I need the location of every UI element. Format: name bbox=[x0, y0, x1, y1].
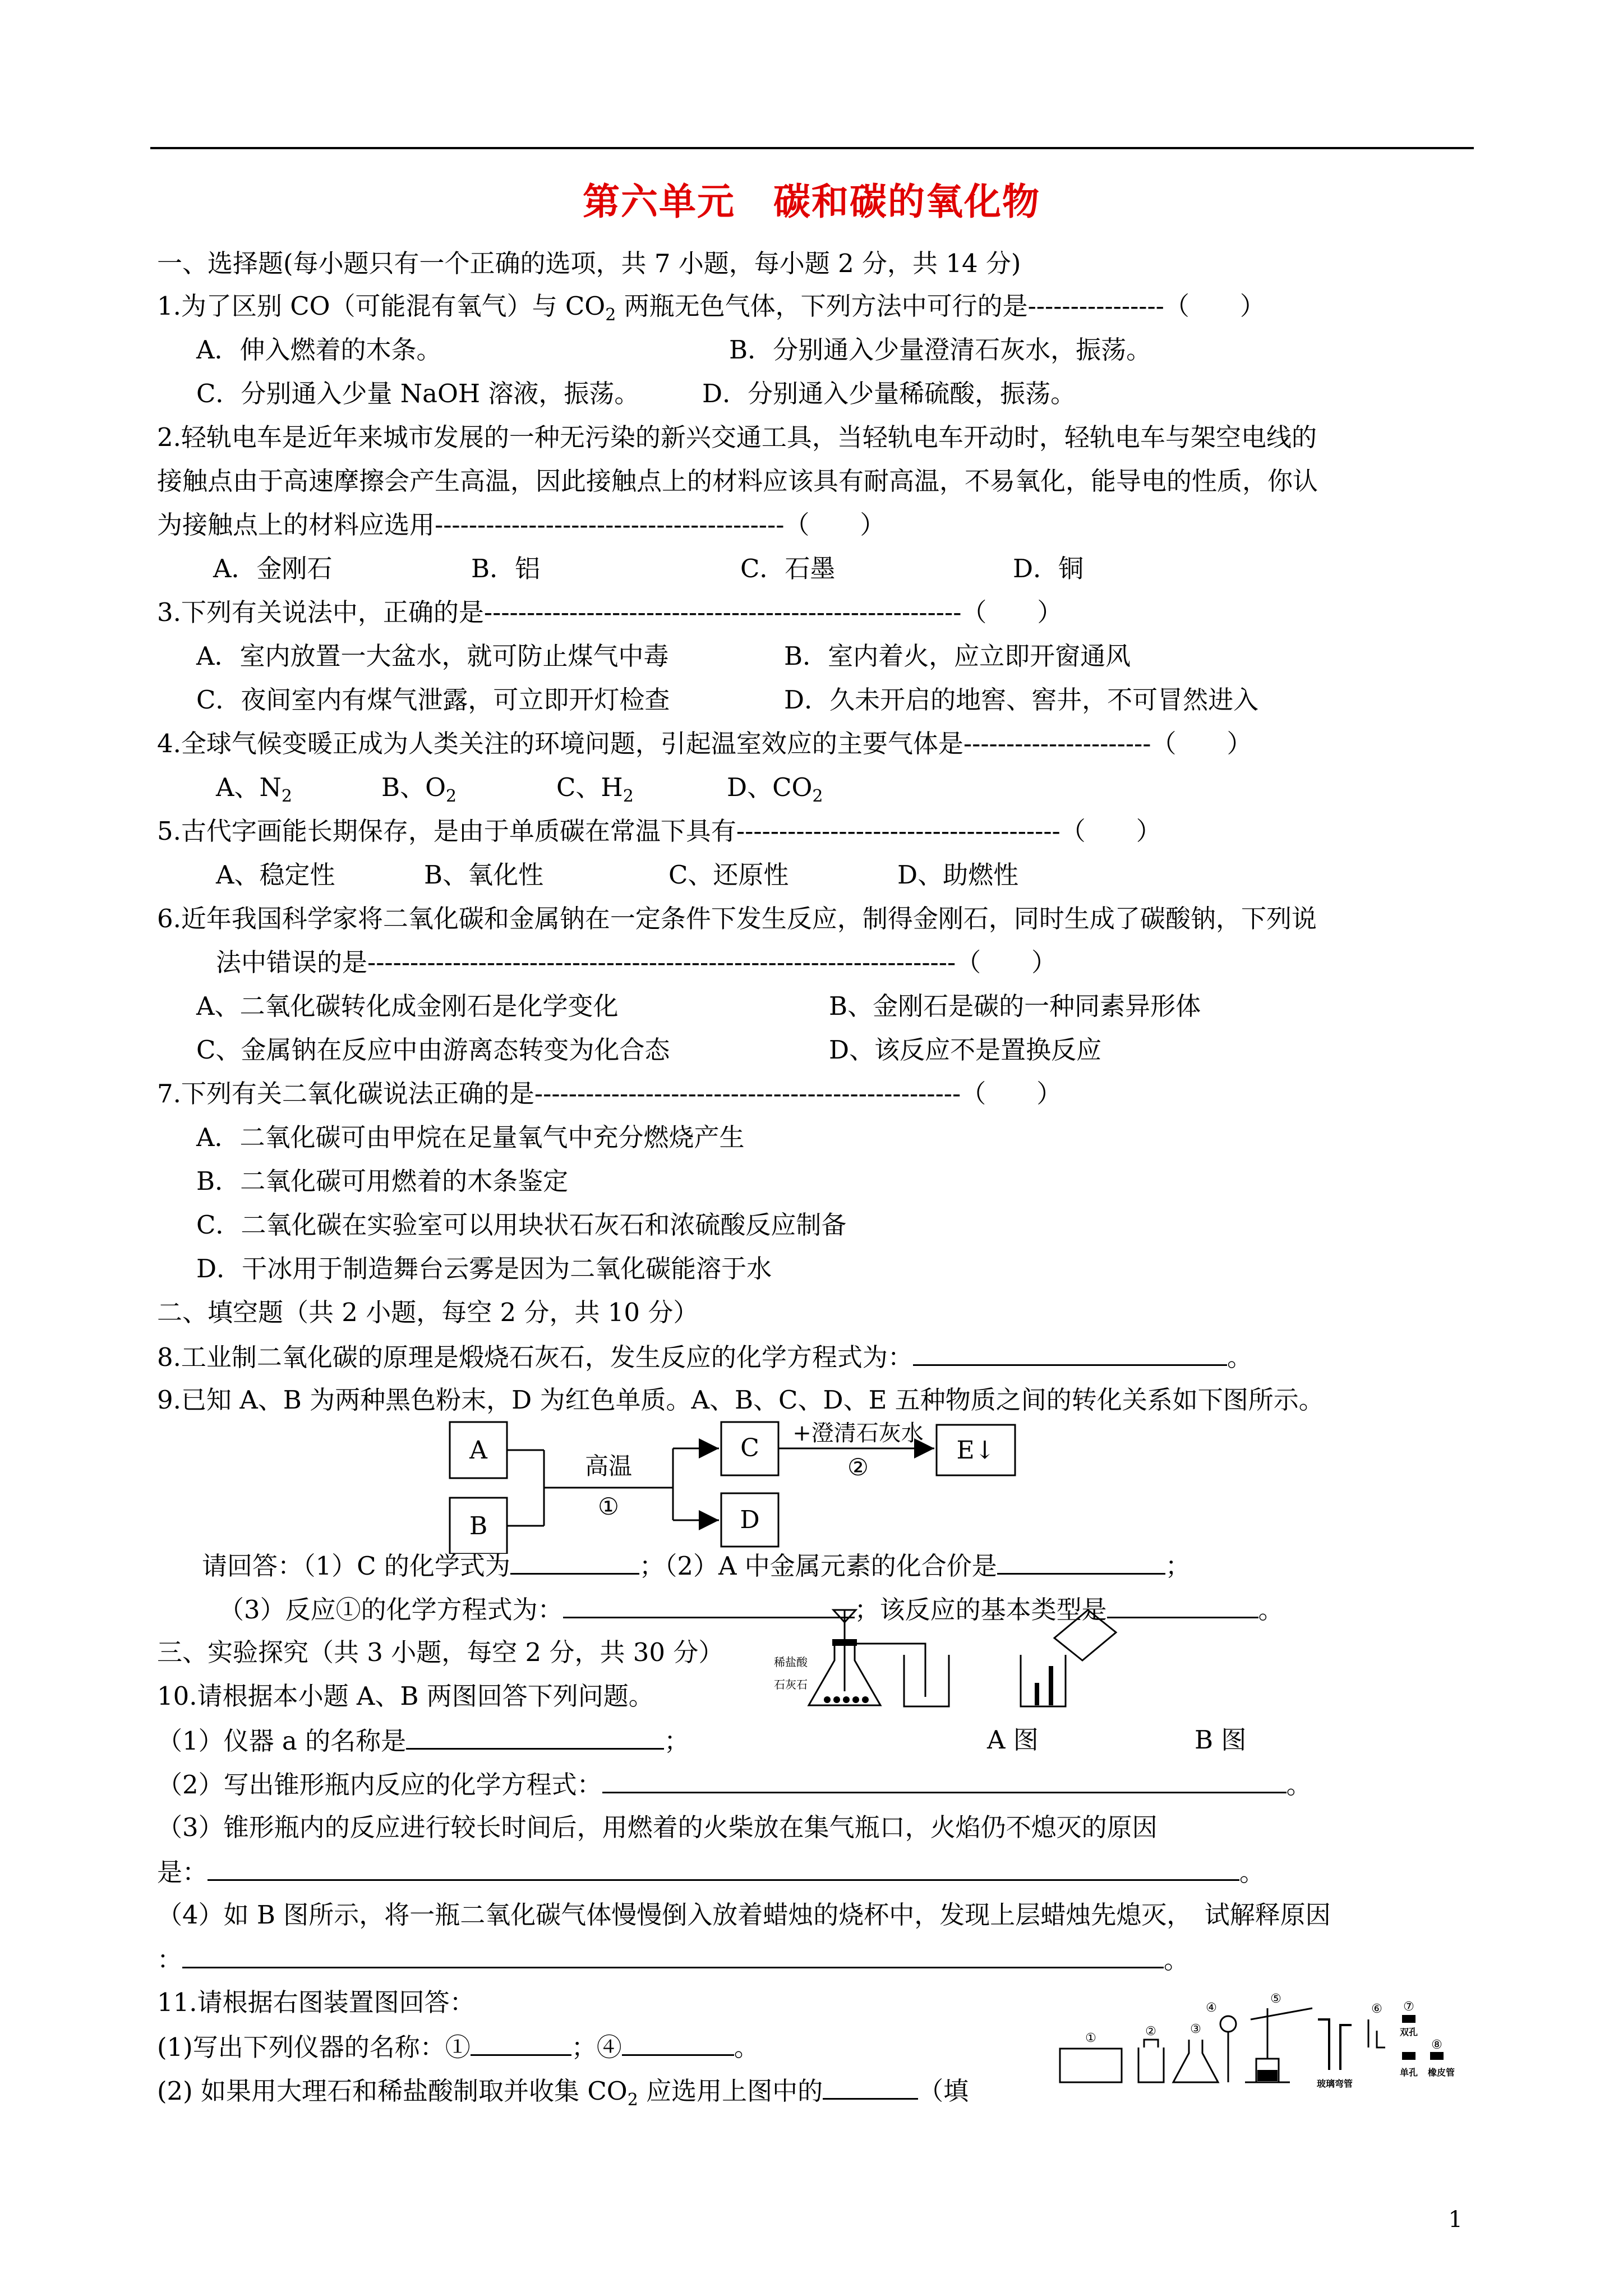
q10-blank-equation[interactable] bbox=[602, 1767, 1287, 1793]
q9-questions-line2: （3）反应①的化学方程式为： ；该反应的基本类型是 。 bbox=[219, 1592, 1284, 1627]
apparatus-3 bbox=[1173, 2040, 1218, 2082]
beaker bbox=[1021, 1655, 1066, 1706]
label-a: A bbox=[469, 1436, 487, 1465]
q2-option-a: A．金刚石 bbox=[213, 554, 333, 583]
reaction-number-1: ① bbox=[598, 1493, 619, 1520]
label-dilute-hcl: 稀盐酸 bbox=[774, 1655, 808, 1669]
q10-part3: （3）锥形瓶内的反应进行较长时间后，用燃着的火柴放在集气瓶口，火焰仍不熄灭的原因 bbox=[157, 1812, 1158, 1842]
section-heading-choice: 一、选择题(每小题只有一个正确的选项，共 7 小题，每小题 2 分，共 14 分) bbox=[157, 249, 1021, 278]
label-b: B bbox=[469, 1512, 488, 1540]
svg-text:玻璃弯管: 玻璃弯管 bbox=[1316, 2078, 1353, 2089]
q5-option-b: B、氧化性 bbox=[424, 860, 544, 890]
q3-option-c: C．夜间室内有煤气泄露，可立即开灯检查 bbox=[196, 685, 670, 715]
q2-stem-line3: 为接触点上的材料应选用-----------------------------------------（ ） bbox=[157, 510, 886, 540]
q11-blank-instrument-4[interactable] bbox=[622, 2030, 734, 2056]
q2-option-b: B．铝 bbox=[471, 554, 541, 583]
header-rule bbox=[150, 147, 1474, 149]
q10-figure-b-caption: B 图 bbox=[1195, 1725, 1247, 1755]
q7-option-d: D．干冰用于制造舞台云雾是因为二氧化碳能溶于水 bbox=[196, 1254, 772, 1283]
q11-blank-apparatus[interactable] bbox=[823, 2073, 918, 2100]
apparatus-2 bbox=[1138, 2040, 1164, 2082]
svg-text:⑧: ⑧ bbox=[1431, 2038, 1442, 2052]
q2-stem-line2: 接触点由于高速摩擦会产生高温，因此接触点上的材料应该具有耐高温，不易氧化，能导电的性质，你认 bbox=[157, 466, 1318, 496]
q7-stem: 7.下列有关二氧化碳说法正确的是--------------------------------------------------（ ） bbox=[157, 1079, 1062, 1108]
q6-stem-line1: 6.近年我国科学家将二氧化碳和金属钠在一定条件下发生反应，制得金刚石，同时生成了碳酸钠，下列说 bbox=[157, 904, 1317, 933]
q4-option-c: C、$H_2$ bbox=[556, 772, 634, 806]
q5-stem: 5.古代字画能长期保存，是由于单质碳在常温下具有--------------------------------------（ ） bbox=[157, 816, 1161, 846]
svg-text:⑤: ⑤ bbox=[1270, 1992, 1281, 2006]
q6-stem-line2: 法中错误的是---------------------------------------------------------------------（ ） bbox=[216, 947, 1057, 977]
q1-stem: 1.为了区别 CO（可能混有氧气）与 $CO_2$ 两瓶无色气体，下列方法中可行的是----------------（ ） bbox=[157, 291, 1265, 325]
section-heading-experiment: 三、实验探究（共 3 小题，每空 2 分，共 30 分） bbox=[157, 1637, 724, 1667]
q6-option-c: C、金属钠在反应中由游离态转变为化合态 bbox=[196, 1035, 670, 1065]
q11-stem: 11.请根据右图装置图回答： bbox=[157, 1987, 475, 2017]
apparatus-4 bbox=[1220, 2016, 1236, 2032]
apparatus-7 bbox=[1402, 2015, 1415, 2023]
q1-option-a: A．伸入燃着的木条。 bbox=[196, 335, 442, 365]
q10-blank-instrument[interactable] bbox=[406, 1723, 664, 1750]
apparatus-5 bbox=[1245, 2008, 1312, 2082]
svg-text:②: ② bbox=[1145, 2024, 1156, 2039]
label-d: D bbox=[740, 1506, 760, 1534]
section-heading-fill: 二、填空题（共 2 小题，每空 2 分，共 10 分） bbox=[157, 1297, 699, 1327]
q3-option-d: D．久未开启的地窖、窖井，不可冒然进入 bbox=[784, 685, 1259, 715]
q2-stem-line1: 2.轻轨电车是近年来城市发展的一种无污染的新兴交通工具，当轻轨电车开动时，轻轨电车与架空电线的 bbox=[157, 422, 1317, 452]
q3-option-b: B．室内着火，应立即开窗通风 bbox=[784, 641, 1131, 671]
q1-option-d: D．分别通入少量稀硫酸，振荡。 bbox=[702, 379, 1076, 408]
q5-option-a: A、稳定性 bbox=[216, 860, 335, 890]
q10-stem: 10.请根据本小题 A、B 两图回答下列问题。 bbox=[157, 1681, 654, 1711]
apparatus-1 bbox=[1060, 2049, 1122, 2082]
gas-jar bbox=[904, 1655, 949, 1706]
q9-blank-valence[interactable] bbox=[997, 1548, 1165, 1575]
q4-stem: 4.全球气候变暖正成为人类关注的环境问题，引起温室效应的主要气体是----------------------（ ） bbox=[157, 729, 1252, 758]
q7-option-b: B．二氧化碳可用燃着的木条鉴定 bbox=[196, 1166, 569, 1196]
q6-option-a: A、二氧化碳转化成金刚石是化学变化 bbox=[196, 991, 619, 1021]
svg-text:⑦: ⑦ bbox=[1403, 2000, 1414, 2014]
page-title: 第六单元 碳和碳的氧化物 bbox=[583, 180, 1040, 223]
high-candle bbox=[1049, 1666, 1053, 1705]
q11-part1: (1)写出下列仪器的名称：① ；④ 。 bbox=[157, 2030, 759, 2064]
q10-part4: （4）如 B 图所示，将一瓶二氧化碳气体慢慢倒入放着蜡烛的烧杯中，发现上层蜡烛先熄灭， 试解释原因 bbox=[157, 1900, 1331, 1930]
q10-part1: （1）仪器 a 的名称是 ； bbox=[157, 1723, 689, 1758]
q2-option-c: C．石墨 bbox=[740, 554, 836, 583]
q7-option-c: C．二氧化碳在实验室可以用块状石灰石和浓硫酸反应制备 bbox=[196, 1210, 847, 1240]
q10-blank-reason[interactable] bbox=[208, 1855, 1239, 1881]
svg-text:③: ③ bbox=[1190, 2022, 1201, 2036]
q3-stem: 3.下列有关说法中，正确的是--------------------------------------------------------（ ） bbox=[157, 597, 1063, 627]
q8-answer-blank[interactable] bbox=[913, 1340, 1227, 1366]
q1-option-c: C．分别通入少量 NaOH 溶液，振荡。 bbox=[196, 379, 640, 408]
q11-blank-instrument-1[interactable] bbox=[471, 2030, 571, 2056]
q7-option-a: A．二氧化碳可由甲烷在足量氧气中充分燃烧产生 bbox=[196, 1122, 745, 1152]
q6-option-b: B、金刚石是碳的一种同素异形体 bbox=[829, 991, 1201, 1021]
page-number: 1 bbox=[1448, 2207, 1463, 2233]
q4-option-d: D、$CO_2$ bbox=[727, 772, 823, 806]
svg-text:④: ④ bbox=[1206, 2001, 1217, 2015]
svg-text:⑥: ⑥ bbox=[1371, 2002, 1382, 2016]
q9-transformation-diagram bbox=[437, 1414, 1054, 1554]
reaction-number-2: ② bbox=[847, 1453, 869, 1481]
delivery-tube bbox=[855, 1644, 925, 1697]
label-limestone: 石灰石 bbox=[774, 1678, 808, 1691]
q1-option-b: B．分别通入少量澄清石灰水，振荡。 bbox=[729, 335, 1152, 365]
q10-apparatus-figure bbox=[774, 1599, 1133, 1717]
apparatus-6 bbox=[1318, 2019, 1352, 2070]
q2-option-d: D．铜 bbox=[1013, 554, 1084, 583]
pouring-bottle bbox=[1054, 1610, 1116, 1660]
q10-figure-a-caption: A 图 bbox=[987, 1725, 1039, 1755]
svg-text:①: ① bbox=[1085, 2031, 1096, 2045]
label-c: C bbox=[740, 1434, 759, 1462]
q9-stem: 9.已知 A、B 为两种黑色粉末，D 为红色单质。A、B、C、D、E 五种物质之间的转化关系如下图所示。 bbox=[157, 1385, 1324, 1415]
svg-text:单孔: 单孔 bbox=[1399, 2067, 1418, 2078]
q10-part3-answer: 是： 。 bbox=[157, 1855, 1265, 1889]
q10-part2: （2）写出锥形瓶内反应的化学方程式： 。 bbox=[157, 1767, 1312, 1802]
q11-apparatus-figure bbox=[1054, 1986, 1481, 2098]
svg-text:橡皮管: 橡皮管 bbox=[1427, 2067, 1455, 2078]
q8-stem: 8.工业制二氧化碳的原理是煅烧石灰石，发生反应的化学方程式为： 。 bbox=[157, 1340, 1252, 1374]
q4-option-a: A、$N_2$ bbox=[216, 772, 292, 806]
label-e: E↓ bbox=[956, 1436, 995, 1465]
q11-part2: (2) 如果用大理石和稀盐酸制取并收集 $CO_2$ 应选用上图中的 （填 bbox=[157, 2073, 969, 2117]
q10-blank-explain[interactable] bbox=[182, 1942, 1164, 1968]
low-candle bbox=[1035, 1683, 1039, 1705]
apparatus-8 bbox=[1430, 2052, 1444, 2060]
q4-option-b: B、$O_2$ bbox=[381, 772, 457, 806]
condition-limewater: +澄清石灰水 bbox=[792, 1420, 924, 1446]
q6-option-d: D、该反应不是置换反应 bbox=[829, 1035, 1102, 1065]
q3-option-a: A．室内放置一大盆水，就可防止煤气中毒 bbox=[196, 641, 669, 671]
q5-option-d: D、助燃性 bbox=[897, 860, 1019, 890]
q10-part4-answer: ： 。 bbox=[157, 1942, 1189, 1977]
svg-text:双孔: 双孔 bbox=[1399, 2027, 1418, 2037]
q9-questions-line1: 请回答：（1）C 的化学式为 ；（2）A 中金属元素的化合价是 ； bbox=[202, 1548, 1191, 1583]
condition-high-temp: 高温 bbox=[584, 1452, 633, 1480]
q9-blank-c-formula[interactable] bbox=[510, 1548, 639, 1575]
q5-option-c: C、还原性 bbox=[668, 860, 789, 890]
